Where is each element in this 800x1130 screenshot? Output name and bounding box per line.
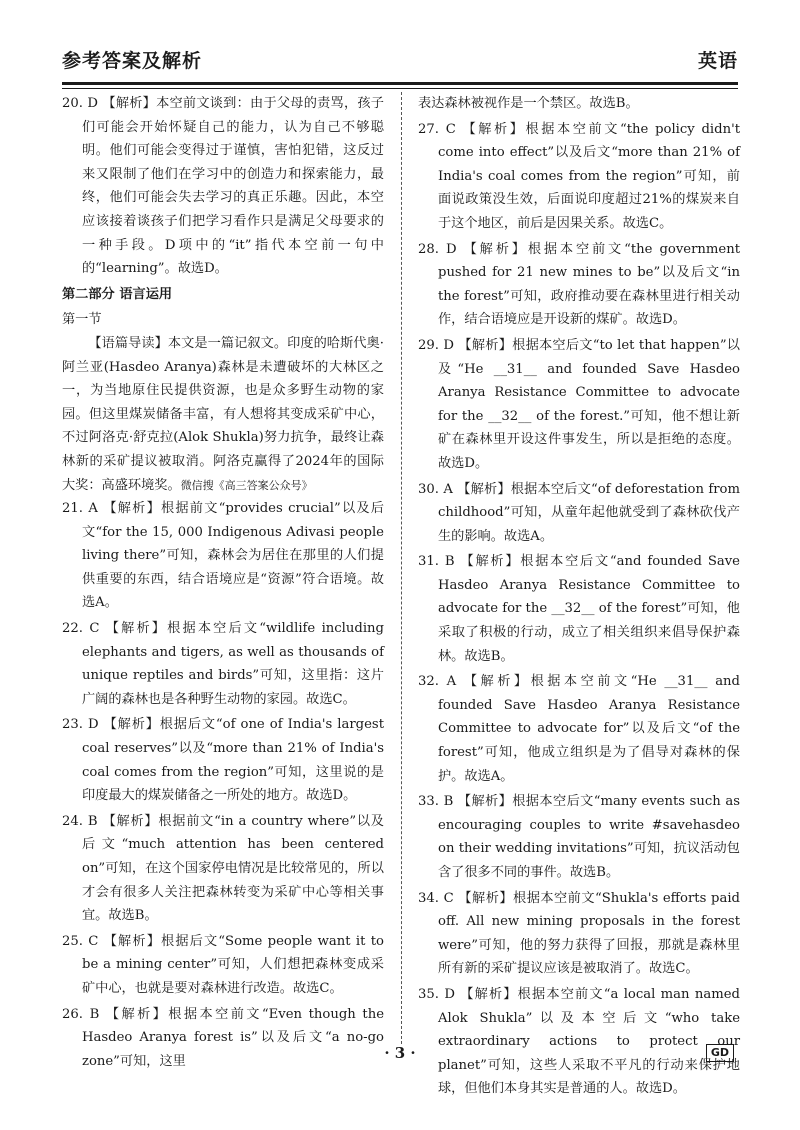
page-number: · 3 · [384, 1044, 416, 1062]
answer-31: 31. B 【解析】根据本空后文“and founded Save Hasdeo Aranya Resistance Committee to advocate for the __32__ of the forest”可知，他采取了积极的行动，成立了相关组织来倡导保护森林。故选B。 [418, 554, 740, 664]
right-column [418, 92, 740, 1103]
answer-26: 26. B 【解析】根据本空前文“Even though the Hasdeo Aranya forest is”以及后文“a no-go zone”可知，这里 [62, 1006, 384, 1069]
answer-24: 24. B 【解析】根据前文“in a country where”以及后文“much attention has been centered on”可知，在这个国家停电情况是比较常见的，所以才会有很多人关注把森林转变为采矿中心等相关事宜。故选B。 [62, 813, 384, 924]
answer-33: 33. B 【解析】根据本空后文“many events such as encouraging couples to write #savehasdeo on their wedding invitations”可知，抗议活动包含了很多不同的事件。故选B。 [418, 794, 740, 880]
answer-34: 34. C 【解析】根据本空前文“Shukla's efforts paid off. All new mining proposals in the forest were”可知，他的努力获得了回报，那就是森林里所有新的采矿提议应该是被取消了。故选C。 [418, 890, 740, 977]
answer-29: 29. D 【解析】根据本空后文“to let that happen”以及“He __31__ and founded Save Hasdeo Aranya Resistance Committee to advocate for the __32__ of the forest.”可知，他不想让新矿在森林里开设这件事发生，所以是拒绝的态度。故选D。 [418, 337, 740, 471]
answer-22: 22. C 【解析】根据本空后文“wildlife including elephants and tigers, as well as thousands of unique reptiles and birds”可知，这里指：这片广阔的森林也是各种野生动物的家园。故选C。 [62, 621, 384, 707]
passage-guide [62, 332, 384, 497]
region-badge: GD [706, 1044, 734, 1062]
answer-25: 25. C 【解析】根据后文“Some people want it to be a mining center”可知，人们想把森林变成采矿中心，也就是要对森林进行改造。故选C。 [62, 933, 384, 996]
answer-30: 30. A 【解析】根据本空后文“of deforestation from childhood”可知，从童年起他就受到了森林砍伐产生的影响。故选A。 [418, 481, 740, 544]
header-subject: 英语 [697, 50, 738, 72]
passage-guide-text: 【语篇导读】本文是一篇记叙文。印度的哈斯代奥·阿兰亚(Hasdeo Aranya)森林是未遭破坏的大林区之一，为当地原住民提供资源，也是众多野生动物的家园。但这里煤炭储备丰富，有人想将其变成采矿中心，不过阿洛克·舒克拉(Alok Shukla)努力抗争，最终让森林新的采矿提议被取消。阿洛克赢得了2024年的国际大奖：高盛环境奖。 [62, 335, 384, 493]
answer-20: 20. D 【解析】本空前文谈到：由于父母的责骂，孩子们可能会开始怀疑自己的能力，认为自己不够聪明。他们可能会变得过于谨慎，害怕犯错，这反过来又限制了他们在学习中的创造力和探索能力，最终，他们可能会失去学习的真正乐趣。因此，本空应该接着谈孩子们把学习看作只是满足父母要求的一种手段。D项中的“it”指代本空前一句中的“learning”。故选D。 [62, 96, 384, 277]
left-column [62, 92, 384, 1075]
section-heading: 第二部分 语言运用 [62, 286, 173, 302]
answer-32: 32. A 【解析】根据本空前文“He __31__ and founded Save Hasdeo Aranya Resistance Committee to advocate for”以及后文“of the forest”可知，他成立组织是为了倡导对森林的保护。故选A。 [418, 674, 740, 784]
answer-27: 27. C 【解析】根据本空前文“the policy didn't come into effect”以及后文“more than 21% of India's coal comes from the region”可知，前面说政策没生效，后面说印度超过21%的煤炭来自于这个地区，前后是因果关系。故选C。 [418, 121, 740, 231]
answer-23: 23. D 【解析】根据后文“of one of India's largest coal reserves”以及“more than 21% of India's coal comes from the region”可知，这里说的是印度最大的煤炭储备之一所处的地方。故选D。 [62, 717, 384, 804]
passage-guide-note: 微信搜《高三答案公众号》 [180, 478, 313, 492]
subsection-heading: 第一节 [62, 312, 102, 328]
answer-35: 35. D 【解析】根据本空前文“a local man named Alok Shukla”以及本空后文“who take extraordinary actions to protect our planet”可知，这些人采取不平凡的行动来保护地球，但他们本身其实是普通的人。故选D。 [418, 986, 740, 1097]
answer-21: 21. A 【解析】根据前文“provides crucial”以及后文“for the 15, 000 Indigenous Adivasi people living there”可知，森林会为居住在那里的人们提供重要的东西，结合语境应是“资源”符合语境。故选A。 [62, 501, 384, 611]
answer-28: 28. D 【解析】根据本空前文“the government pushed for 21 new mines to be”以及后文“in the forest”可知，政府推动要在森林里进行相关动作，结合语境应是开设新的煤矿。故选D。 [418, 241, 740, 328]
column-divider [401, 92, 402, 1044]
page-header [62, 38, 738, 85]
answer-26-continued: 表达森林被视作是一个禁区。故选B。 [418, 96, 639, 111]
header-title: 参考答案及解析 [62, 50, 203, 72]
